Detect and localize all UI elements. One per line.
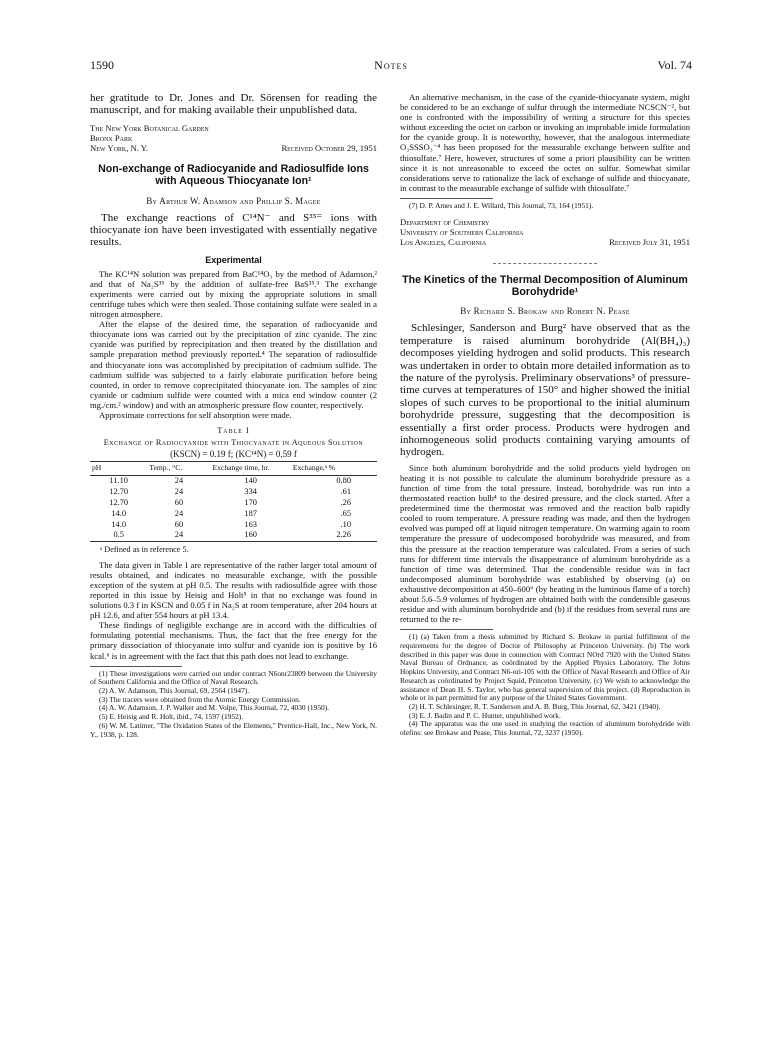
table-cell: 14.0 bbox=[111, 508, 127, 518]
affiliation-block bbox=[400, 217, 690, 247]
table-row bbox=[90, 530, 377, 541]
received-date: Received July 31, 1951 bbox=[609, 236, 690, 247]
body-paragraph: The KC¹⁴N solution was prepared from BaC¹⁴O₃ by the method of Adamson,² and that of Na₂S³⁵ by the addition of sulfate-free BaS³⁵.³ The exchange experiments were carried out by mixing the appropriate solutions in small centrifuge tubes which were then sealed. Those containing sulfate were sealed in a nitrogen atmosphere. bbox=[90, 268, 377, 320]
body-paragraph: Since both aluminum borohydride and the solid products yield hydrogen on heating it is not possible to calculate the aluminum borohydride pressure as a function of time from the total pressure. Instead, borohydride was run into a thermostated reaction bulb⁴ to the desired pressure, and the clock started. After a predetermined time the thermostat was removed and the reaction bulb rapidly cooled to room temperature. A pressure reading was made, and then the hydrogen evolved was pumped off at liquid nitrogen temperature. On warming again to room temperature the pressure of undecomposed borohydride was measured, and from this the pressure at the reaction temperature was calculated. From a series of such runs for different time intervals the disappearance of aluminum borohydride as a function of time was determined. That the condensible residue was in fact undecomposed aluminum borohydride was established by observing (a) on exhaustive decomposition at 450–600° (by heating in the luminous flame of a torch) about 5.6–5.9 volumes of hydrogen are obtained both with the condensible gaseous residue and with aluminum borohydride and (b) if the residues from several runs are returned to the re- bbox=[400, 462, 690, 625]
table-cell: 12.70 bbox=[109, 497, 129, 507]
table-cell: 160 bbox=[244, 530, 257, 540]
table-row bbox=[90, 498, 377, 509]
footnote-rule bbox=[400, 198, 493, 199]
abstract-paragraph: The exchange reactions of C¹⁴N⁻ and S³⁵⁼ ions with thiocyanate ion have been investigated with essentially negative results. bbox=[90, 211, 377, 249]
footnote: (7) D. P. Ames and J. E. Willard, This Journal, 73, 164 (1951). bbox=[409, 200, 594, 210]
table-row bbox=[90, 508, 377, 519]
body-paragraph: Approximate corrections for self absorption were made. bbox=[99, 410, 292, 421]
table-cell: 187 bbox=[244, 508, 257, 518]
table-cell: .61 bbox=[340, 487, 351, 497]
table-label: Table I bbox=[217, 426, 250, 436]
column-header: Exchange,ᵃ % bbox=[291, 462, 377, 476]
footnote: (1) These investigations were carried out under contract N6onr23809 between the University of Southern California and the Office of Naval Research. bbox=[90, 668, 377, 687]
table-cell: 24 bbox=[174, 530, 184, 540]
footnote: (6) W. M. Latimer, "The Oxidation States of the Elements," Prentice-Hall, Inc., New York, N. Y., 1938, p. 128. bbox=[90, 720, 377, 739]
footnote-rule bbox=[400, 629, 493, 630]
table-cell: 0.5 bbox=[113, 530, 124, 540]
table-cell: 163 bbox=[244, 519, 257, 529]
column-header: Exchange time, hr. bbox=[211, 462, 291, 476]
affiliation-line: Received July 31, 1951 Los Angeles, California bbox=[400, 236, 690, 247]
body-paragraph: After the elapse of the desired time, the separation of radiocyanide and thiocyanate ions was carried out by the precipitation of zinc cyanide. The zinc cyanide was purified by reprecipitation and then treated by the distillation and sample preparation method previously reported.⁴ The separation of radiosulfide and thiocyanate ions was accomplished by precipitation of cadmium sulfide. The cadmium sulfide was subjected to a fairly elaborate purification before being counted, in order to remove coprecipitated thiocyanate ion. The samples of zinc cyanide or cadmium sulfide were counted with a mica end window counter (2 mg./cm.² window) and with an atmospheric pressure flow counter, respectively. bbox=[90, 319, 377, 410]
body-paragraph: An alternative mechanism, in the case of the cyanide-thiocyanate system, might be considered to be an exchange of sulfur through the intermediate NCSCN⁻², but one is confronted with the impossibility of writing a structure for this species without exceeding the octet on carbon or invoking an improbable imide formulation for the cyanide group. It is noteworthy, however, that the analogous intermediate O₃SSSO₃⁻⁴ has been proposed for the measurable exchange between sulfite and thiosulfate.⁷ Here, however, structures of some a priori plausibility can be written since it is not unreasonable to exceed the octet on sulfur. Somewhat similar considerations serve to rationalize the lack of exchange of sulfide and thiocyanate, in contrast to the measurable exchange of sulfide with thiosulfate.⁷ bbox=[400, 92, 690, 193]
data-table bbox=[90, 461, 377, 541]
footnote-rule bbox=[90, 666, 182, 667]
affiliation-block bbox=[90, 123, 377, 153]
table-cell: 60 bbox=[174, 497, 184, 507]
table-cell: 24 bbox=[174, 508, 184, 518]
affiliation-line: Department of Chemistry bbox=[400, 216, 490, 227]
intro-paragraph: Schlesinger, Sanderson and Burg² have observed that as the temperature is raised aluminum borohydride (Al(BH₄)₃) decomposes yielding hydrogen and solid products. This research was undertaken in order to obtain more detailed information as to the nature of the pyrolysis. Preliminary observations³ of pressure-time curves at temperatures of 150° and higher showed the initial slopes of such curves to be proportional to the initial aluminum borohydride pressure, suggesting that the decomposition is essentially a first order process. Products were hydrogen and inhomogeneous solid products containing varying amounts of hydrogen. bbox=[400, 322, 690, 459]
affiliation-line: Bronx Park bbox=[90, 132, 133, 143]
article-title: Non-exchange of Radiocyanide and Radiosulfide Ions with Aqueous Thiocyanate Ion¹ bbox=[98, 163, 369, 188]
table-row bbox=[90, 476, 377, 487]
table-cell: 60 bbox=[174, 519, 184, 529]
article-title: The Kinetics of the Thermal Decomposition of Aluminum Borohydride¹ bbox=[402, 273, 688, 299]
footnote: (5) E. Heisig and R. Holt, ibid., 74, 1597 (1952). bbox=[99, 712, 244, 722]
table-caption: Exchange of Radiocyanide with Thiocyanate in Aqueous Solution bbox=[103, 438, 364, 448]
volume-label: Vol. 74 bbox=[657, 58, 692, 72]
table-conditions: (KSCN) = 0.19 f; (KC¹⁴N) = 0.59 f bbox=[170, 449, 297, 460]
article-separator bbox=[493, 263, 597, 264]
article-authors: By Richard S. Brokaw and Robert N. Pease bbox=[460, 306, 630, 317]
table-cell: .26 bbox=[340, 497, 351, 507]
table-row bbox=[90, 487, 377, 498]
table-cell: 11.10 bbox=[109, 476, 128, 486]
footnote: (3) The tracers were obtained from the Atomic Energy Commission. bbox=[99, 694, 301, 704]
section-title: Notes bbox=[374, 58, 408, 72]
table-cell: 14.0 bbox=[111, 519, 127, 529]
table-cell: 334 bbox=[244, 487, 257, 497]
table-row bbox=[90, 519, 377, 530]
column-header: pH bbox=[90, 462, 147, 476]
column-header: Temp., °C. bbox=[147, 462, 210, 476]
right-column bbox=[400, 92, 690, 738]
table-cell: 0.80 bbox=[336, 476, 351, 486]
body-paragraph: The data given in Table I are representative of the rather larger total amount of results obtained, and indicates no measurable exchange, with the possible exception of the system at pH 0.5. The results with radiosulfide agree with those reported in this issue by Heisig and Holt⁵ in that no exchange was found in solutions 0.3 f in KSCN and 0.05 f in Na₂S at room temperature, after 204 hours at pH 12.6, and after 554 hours at pH 13.4. bbox=[90, 559, 377, 621]
footnote: (3) E. J. Badin and P. C. Hunter, unpublished work. bbox=[409, 710, 561, 720]
footnotes bbox=[400, 633, 690, 737]
affiliation-line: University of Southern California bbox=[400, 226, 524, 237]
footnote: (2) A. W. Adamson, This Journal, 69, 2564 (1947). bbox=[99, 686, 250, 696]
table-header-row bbox=[90, 462, 377, 476]
footnotes bbox=[90, 670, 377, 740]
table-cell: 170 bbox=[244, 497, 257, 507]
footnote: (1) (a) Taken from a thesis submitted by Richard S. Brokaw in partial fulfillment of the requirements for the degree of Doctor of Philosophy at Princeton University. (b) The work described in this paper was done in connection with Contract NOrd 7920 with the United States Naval Bureau of Ordnance, as coördinated by the Applied Physics Laboratory, The Johns Hopkins University, and Contract N6-ori-105 with the Office of Naval Research and Office of Air Research as coördinated by Project Squid, Princeton University. (c) We wish to acknowledge the assistance of Dean H. S. Taylor, who has general supervision of this project. (d) Reproduction in whole or in part permitted for any purpose of the United States Government. bbox=[400, 632, 690, 703]
footnote: (4) The apparatus was the one used in studying the reaction of aluminum borohydride with olefins: see Brokaw and Pease, This Journal, 72, 3237 (1950). bbox=[400, 719, 690, 738]
table-cell: 24 bbox=[174, 476, 184, 486]
received-date: Received October 29, 1951 bbox=[281, 143, 377, 153]
left-column bbox=[90, 92, 377, 739]
running-header bbox=[90, 58, 692, 74]
body-paragraph: These findings of negligible exchange are in accord with the difficulties of formulating potential mechanisms. Thus, the fact that the free energy for the primary dissociation of thiocyanate into sulfur and cyanide ion is positive by 16 kcal.⁶ is in agreement with the fact that this path does not lead to exchange. bbox=[90, 620, 377, 661]
footnote: (2) H. T. Schlesinger, R. T. Sanderson and A. B. Burg, This Journal, 62, 3421 (1940). bbox=[409, 701, 661, 711]
section-heading: Experimental bbox=[205, 254, 262, 265]
table-cell: 140 bbox=[244, 476, 257, 486]
table-cell: 2.26 bbox=[336, 530, 351, 540]
footnote: (4) A. W. Adamson, J. P. Walker and M. Volpe, This Journal, 72, 4030 (1950). bbox=[99, 703, 330, 713]
affiliation-line: The New York Botanical Garden bbox=[90, 122, 209, 133]
article-authors: By Arthur W. Adamson and Phillip S. Magee bbox=[146, 195, 321, 206]
table-cell: 24 bbox=[174, 487, 184, 497]
continued-paragraph: her gratitude to Dr. Jones and Dr. Sörensen for reading the manuscript, and for making available their unpublished data. bbox=[90, 92, 377, 117]
table-cell: .10 bbox=[340, 519, 351, 529]
page-number: 1590 bbox=[90, 58, 114, 72]
table-footnote: ᵃ Defined as in reference 5. bbox=[100, 544, 189, 554]
table-cell: .65 bbox=[340, 508, 351, 518]
affiliation-line: Received October 29, 1951 New York, N. Y. bbox=[90, 143, 377, 153]
table-cell: 12.70 bbox=[109, 487, 129, 497]
